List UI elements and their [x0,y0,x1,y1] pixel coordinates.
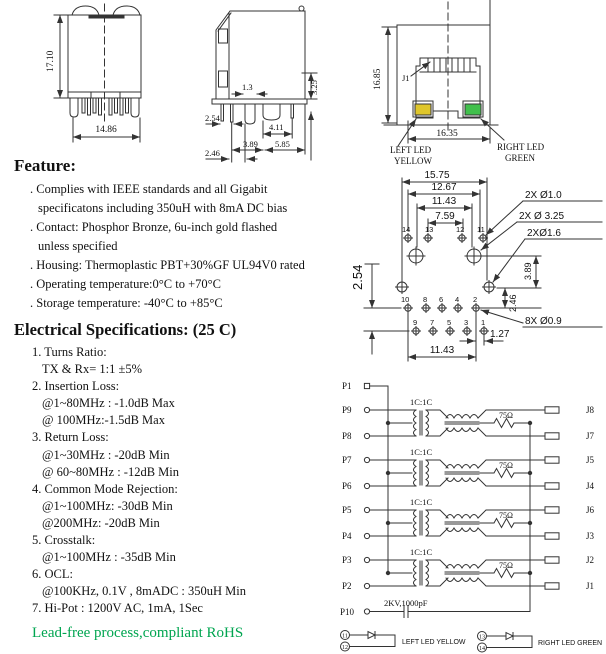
side-dim-2-54: 2.54 [205,113,220,123]
hole-num: 2 [473,295,478,304]
right-led-label-1: RIGHT LED [497,142,545,152]
side-view-drawing [205,0,375,170]
pin-P9 [364,407,369,412]
feature-line: . Housing: Thermoplastic PBT+30%GF UL94V0 rated [30,258,305,272]
label-P9: P9 [342,405,352,415]
side-view-dimensions [206,73,317,162]
label-P1: P1 [342,381,352,391]
pcb-callout-0-9: 8X Ø0.9 [525,316,562,327]
pin-P7 [364,457,369,462]
rear-height-dim: 17.10 [46,50,56,72]
right-led-label-2: GREEN [505,153,535,163]
pcb-dim-7-59: 7.59 [435,211,455,222]
xfmr-label-1: 1C:1C [410,397,433,407]
spec-line: @100KHz, 0.1V , 8mADC : 350uH Min [42,584,246,599]
rear-view-body [68,4,141,122]
label-P5: P5 [342,505,352,515]
led-pin-12: 12 [342,645,348,651]
resistor-label-2: 75Ω [499,461,513,470]
pcb-dim-2-46: 2.46 [508,294,518,312]
channel-3 [372,507,559,539]
pin-P5 [364,507,369,512]
channel-2 [372,457,559,489]
label-P4: P4 [342,531,352,541]
hole-num: 7 [430,318,435,327]
resistor-label-1: 75Ω [499,411,513,420]
pcb-dim-3-89: 3.89 [523,262,533,280]
side-dim-3-89: 3.89 [243,139,258,149]
resistor-label-3: 75Ω [499,511,513,520]
label-J4: J4 [586,481,595,491]
hole-num: 10 [401,295,410,304]
pin-P8 [364,433,369,438]
right-led-green [465,104,481,115]
p1-bus [370,386,388,573]
cap-label: 2KV,1000pF [384,598,428,608]
resistor-label-4: 75Ω [499,561,513,570]
side-dim-2-46: 2.46 [205,148,220,158]
electrical-heading: Electrical Specifications: (25 C) [14,320,237,339]
xfmr-label-2: 1C:1C [410,447,433,457]
spec-line: 7. Hi-Pot : 1200V AC, 1mA, 1Sec [32,601,203,616]
pcb-dim-15-75: 15.75 [424,170,450,181]
label-J5: J5 [586,455,595,465]
front-height-dim: 16.85 [373,68,383,90]
side-view-body [212,6,307,124]
feature-line: . Contact: Phosphor Bronze, 6u-inch gold flashed [30,220,278,234]
pin-P2 [364,583,369,588]
spec-text-column [12,156,344,642]
feature-line: . Complies with IEEE standards and all Gigabit [30,182,268,196]
pin-P10 [364,609,369,614]
spec-line: 5. Crosstalk: [32,533,96,548]
pcb-callout-1-6: 2XØ1.6 [527,228,561,239]
pcb-dim-11-43: 11.43 [431,196,457,207]
pcb-dim-12-67: 12.67 [431,182,457,193]
feature-line: unless specified [38,239,118,253]
xfmr-label-4: 1C:1C [410,547,433,557]
spec-line: @1~100MHz : -35dB Min [42,550,176,565]
label-J6: J6 [586,505,595,515]
hole-num: 3 [464,318,469,327]
spec-line: @ 60~80MHz : -12dB Min [42,464,180,479]
pcb-dimension-text [350,170,564,356]
schematic-circuit [341,383,560,652]
label-P8: P8 [342,431,352,441]
spec-line: 4. Common Mode Rejection: [32,481,178,496]
pcb-dim-2-54: 2.54 [350,264,365,290]
front-view-body [384,0,498,130]
spec-line: @1~80MHz : -1.0dB Max [42,396,175,411]
pcb-callout-3-25: 2X Ø 3.25 [519,211,565,222]
rohs-statement: Lead-free process,compliant RoHS [32,624,244,641]
feature-line: . Operating temperature:0°C to +70°C [30,277,221,291]
pin-P4 [364,533,369,538]
left-led-yellow [415,104,431,115]
led-pin-13: 13 [479,634,485,641]
side-dim-1-3: 1.3 [242,82,253,92]
rear-view-dimensions [54,15,140,142]
side-dim-5-85: 5.85 [275,139,290,149]
led-circuit-left [341,631,396,652]
pin-P1 [364,383,369,388]
spec-line: 2. Insertion Loss: [32,379,120,394]
label-J3: J3 [586,531,595,541]
label-J7: J7 [586,431,595,441]
rear-view-drawing [0,0,210,160]
label-P10: P10 [340,607,355,617]
jack-label: J1 [402,73,410,83]
side-dim-3-25: 3.25 [309,80,319,95]
hole-num: 14 [402,225,411,234]
left-led-label-1: LEFT LED [390,145,432,155]
label-J8: J8 [586,405,595,415]
led-pin-14: 14 [479,646,485,652]
hole-num: 8 [423,295,428,304]
spec-line: 3. Return Loss: [32,430,109,445]
label-P6: P6 [342,481,352,491]
spec-line: TX & Rx= 1:1 ±5% [42,362,143,377]
spec-line: 1. Turns Ratio: [32,345,107,359]
hole-num: 13 [425,225,434,234]
channel-1 [372,407,559,439]
led-circuit-right [478,632,533,653]
spec-line: @1~30MHz : -20dB Min [42,447,170,462]
hole-num: 9 [413,318,418,327]
label-J1: J1 [586,581,595,591]
pin-P3 [364,557,369,562]
pcb-layout-drawing [340,168,606,372]
spec-line: 6. OCL: [32,567,73,582]
feature-line: specificatons including 350uH with 8mA DC bias [38,201,288,215]
hole-num: 12 [456,225,465,234]
label-J2: J2 [586,555,595,565]
hole-num: 1 [481,318,486,327]
label-P3: P3 [342,555,352,565]
spec-line: @200MHz: -20dB Min [42,515,160,530]
spec-line: @1~100MHz: -30dB Min [42,498,173,513]
label-P7: P7 [342,455,352,465]
feature-heading: Feature: [14,156,76,175]
front-view-drawing [373,0,606,170]
feature-line: . Storage temperature: -40°C to +85°C [30,296,223,310]
hole-num: 11 [477,225,485,234]
rear-width-dim: 14.86 [95,125,117,135]
pcb-dim-11-43-b: 11.43 [429,345,455,356]
led-left-label: LEFT LED YELLOW [402,639,466,646]
led-right-label: RIGHT LED GREEN [538,640,603,647]
led-pin-11: 11 [342,633,348,640]
hole-num: 5 [447,318,452,327]
pin-P6 [364,483,369,488]
label-P2: P2 [342,581,352,591]
front-width-dim: 16.35 [436,129,458,139]
xfmr-label-3: 1C:1C [410,497,433,507]
spec-line: @ 100MHz:-1.5dB Max [42,413,165,428]
schematic-drawing [340,372,606,654]
pcb-hole-numbers [401,225,485,327]
hole-num: 6 [439,295,444,304]
channel-4 [372,557,559,589]
hole-num: 4 [455,295,460,304]
pcb-dim-1-27: 1.27 [490,329,510,340]
side-dim-4-11: 4.11 [269,122,284,132]
pcb-callout-1-0: 2X Ø1.0 [525,190,562,201]
left-led-label-2: YELLOW [394,156,432,166]
